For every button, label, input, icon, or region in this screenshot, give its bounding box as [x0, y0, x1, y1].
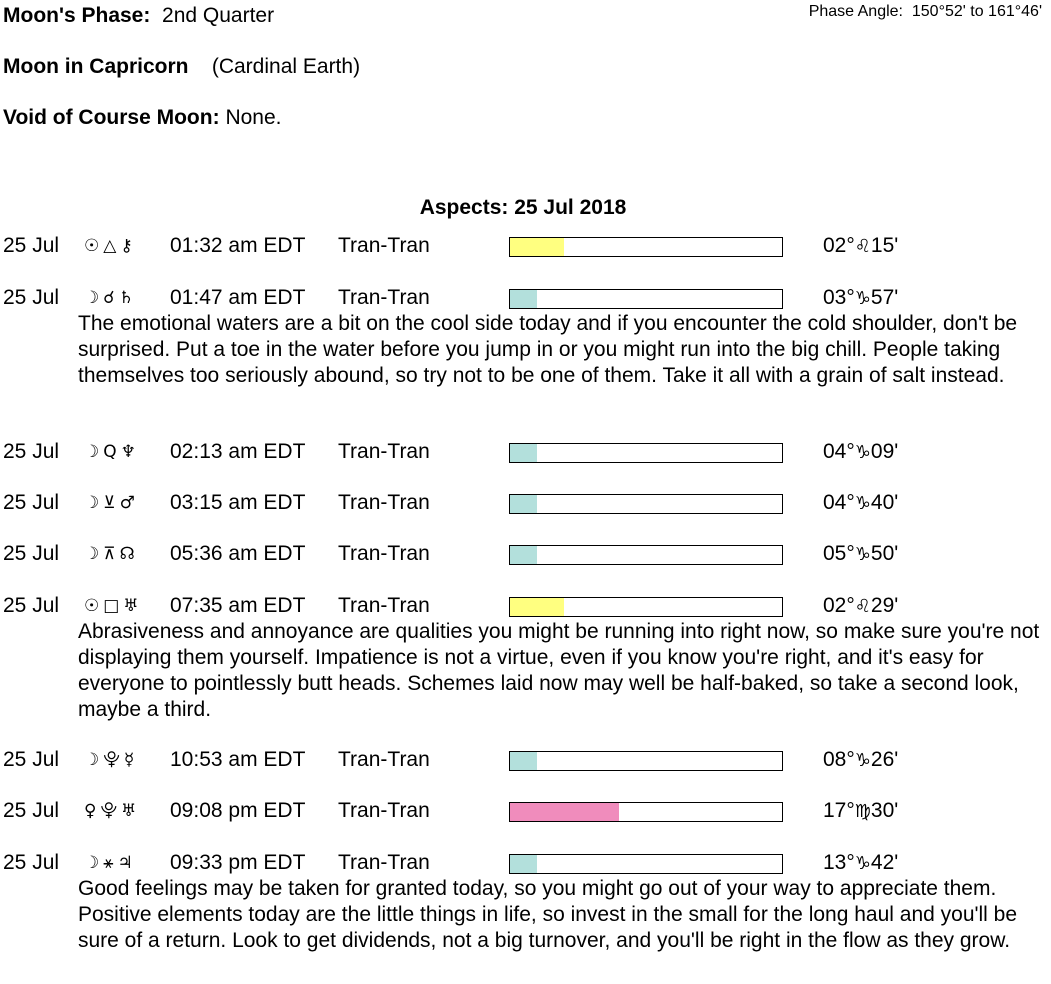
aspect-strength-bar: [509, 802, 783, 822]
aspect-type: Tran-Tran: [338, 799, 430, 822]
aspect-description: The emotional waters are a bit on the cool side today and if you encounter the cold shoulder, don't be surprised. Put a toe in the water before you jump in or you might run into the big chill. People taking themselves too seriously abound, so try not to be one of them. Take it all with a grain of salt instead.: [78, 312, 1018, 387]
aspect-date: 25 Jul: [3, 748, 60, 771]
moon-sign-label: Moon in Capricorn: [3, 55, 189, 78]
aspect-type: Tran-Tran: [338, 234, 430, 257]
aspect-degree: 04°: [823, 491, 855, 514]
aspect-position: [823, 593, 898, 620]
zodiac-sign-icon: ♍: [854, 801, 871, 822]
void-of-course-line: [3, 106, 281, 130]
zodiac-sign-icon: ♑: [854, 493, 871, 514]
aspect-minutes: 09': [870, 440, 899, 463]
aspect-position: [823, 233, 898, 260]
aspect-degree: 02°: [823, 594, 855, 617]
aspect-glyphs-icon: ☽Q♆: [84, 442, 140, 462]
aspect-type: Tran-Tran: [338, 542, 430, 565]
aspect-strength-fill: [510, 598, 564, 616]
aspect-strength-bar: [509, 289, 783, 309]
aspect-time: 01:47 am EDT: [170, 286, 306, 309]
aspect-row: [0, 439, 1051, 465]
aspect-date: 25 Jul: [3, 234, 60, 257]
aspect-minutes: 57': [870, 286, 899, 309]
aspect-strength-bar: [509, 854, 783, 874]
aspect-row: [0, 490, 1051, 516]
aspect-strength-fill: [510, 495, 537, 513]
aspect-strength-fill: [510, 855, 537, 873]
aspect-strength-bar: [509, 751, 783, 771]
moon-sign-element: (Cardinal Earth): [211, 55, 361, 78]
aspect-type: Tran-Tran: [338, 286, 430, 309]
aspect-glyphs-icon: ☉△⚷: [84, 236, 137, 256]
aspect-glyphs-icon: ♀⯓♅: [84, 801, 141, 821]
moon-phase-value: 2nd Quarter: [162, 4, 275, 27]
aspects-title: Aspects: 25 Jul 2018: [419, 196, 627, 219]
aspect-type: Tran-Tran: [338, 594, 430, 617]
aspect-type: Tran-Tran: [338, 491, 430, 514]
aspect-row: [0, 747, 1051, 773]
aspect-strength-bar: [509, 545, 783, 565]
zodiac-sign-icon: ♑: [854, 544, 871, 565]
aspect-row: [0, 233, 1051, 259]
aspect-date: 25 Jul: [3, 851, 60, 874]
zodiac-sign-icon: ♑: [854, 853, 871, 874]
aspect-degree: 17°: [823, 799, 855, 822]
moon-phase-label: Moon's Phase:: [3, 4, 151, 27]
voc-value: None.: [225, 106, 282, 129]
aspect-position: [823, 439, 898, 466]
moon-sign-line: [3, 55, 360, 79]
zodiac-sign-icon: ♌: [854, 596, 871, 617]
aspect-minutes: 42': [870, 851, 899, 874]
aspect-row: [0, 798, 1051, 824]
aspect-position: [823, 798, 898, 825]
aspect-glyphs-icon: ☽☌♄: [84, 288, 138, 308]
aspect-date: 25 Jul: [3, 594, 60, 617]
aspect-degree: 02°: [823, 234, 855, 257]
phase-angle: [809, 3, 1042, 21]
zodiac-sign-icon: ♑: [854, 750, 871, 771]
aspect-strength-fill: [510, 290, 537, 308]
aspect-strength-bar: [509, 597, 783, 617]
aspect-minutes: 26': [870, 748, 899, 771]
aspect-glyphs-icon: ☽⊻♂: [84, 493, 139, 513]
aspect-position: [823, 285, 898, 312]
aspect-glyphs-icon: ☽⚹♃: [84, 853, 137, 873]
aspect-date: 25 Jul: [3, 799, 60, 822]
aspect-strength-fill: [510, 752, 537, 770]
aspect-strength-fill: [510, 444, 537, 462]
aspect-time: 03:15 am EDT: [170, 491, 306, 514]
aspect-minutes: 50': [870, 542, 899, 565]
aspect-time: 02:13 am EDT: [170, 440, 306, 463]
aspect-date: 25 Jul: [3, 286, 60, 309]
aspect-time: 09:08 pm EDT: [170, 799, 306, 822]
aspect-position: [823, 850, 898, 877]
aspect-time: 10:53 am EDT: [170, 748, 306, 771]
aspect-minutes: 29': [870, 594, 899, 617]
aspect-minutes: 15': [870, 234, 899, 257]
aspect-strength-bar: [509, 237, 783, 257]
aspect-strength-bar: [509, 494, 783, 514]
aspect-degree: 08°: [823, 748, 855, 771]
aspect-minutes: 40': [870, 491, 899, 514]
zodiac-sign-icon: ♌: [854, 236, 871, 257]
aspect-row: [0, 285, 1051, 311]
aspect-type: Tran-Tran: [338, 748, 430, 771]
aspect-date: 25 Jul: [3, 491, 60, 514]
phase-angle-label: Phase Angle:: [808, 3, 903, 20]
aspect-date: 25 Jul: [3, 440, 60, 463]
aspect-glyphs-icon: ☉□♅: [84, 596, 143, 616]
aspect-time: 09:33 pm EDT: [170, 851, 306, 874]
aspect-degree: 05°: [823, 542, 855, 565]
aspect-strength-fill: [510, 803, 619, 821]
aspect-position: [823, 747, 898, 774]
aspect-position: [823, 490, 898, 517]
aspect-type: Tran-Tran: [338, 440, 430, 463]
aspect-time: 07:35 am EDT: [170, 594, 306, 617]
aspect-minutes: 30': [870, 799, 899, 822]
phase-angle-value: 150°52' to 161°46': [911, 3, 1042, 20]
aspect-type: Tran-Tran: [338, 851, 430, 874]
aspect-glyphs-icon: ☽⯓☿: [84, 750, 139, 770]
aspect-strength-fill: [510, 546, 537, 564]
aspect-time: 01:32 am EDT: [170, 234, 306, 257]
moon-phase-line: [3, 4, 274, 28]
aspect-position: [823, 541, 898, 568]
aspect-row: [0, 541, 1051, 567]
voc-label: Void of Course Moon:: [3, 106, 220, 129]
aspect-strength-bar: [509, 443, 783, 463]
aspect-description: Good feelings may be taken for granted today, so you might go out of your way to appreciate them. Positive elements today are the little things in life, so invest in the small for the long haul and you'll be sure of a return. Look to get dividends, not a big turnover, and you'll be right in the flow as they grow.: [78, 877, 1018, 952]
aspect-degree: 04°: [823, 440, 855, 463]
aspect-degree: 03°: [823, 286, 855, 309]
aspect-strength-fill: [510, 238, 564, 256]
aspect-description: Abrasiveness and annoyance are qualities you might be running into right now, so make sure you're not displaying them yourself. Impatience is not a virtue, even if you know you're right, and it's easy for everyone to pointlessly butt heads. Schemes laid now may well be half-baked, so take a second look, maybe a third.: [78, 620, 1040, 721]
zodiac-sign-icon: ♑: [854, 442, 871, 463]
aspect-row: [0, 593, 1051, 619]
zodiac-sign-icon: ♑: [854, 288, 871, 309]
aspect-date: 25 Jul: [3, 542, 60, 565]
aspect-time: 05:36 am EDT: [170, 542, 306, 565]
aspect-row: [0, 850, 1051, 876]
aspect-glyphs-icon: ☽⊼☊: [84, 544, 139, 564]
aspect-degree: 13°: [823, 851, 855, 874]
